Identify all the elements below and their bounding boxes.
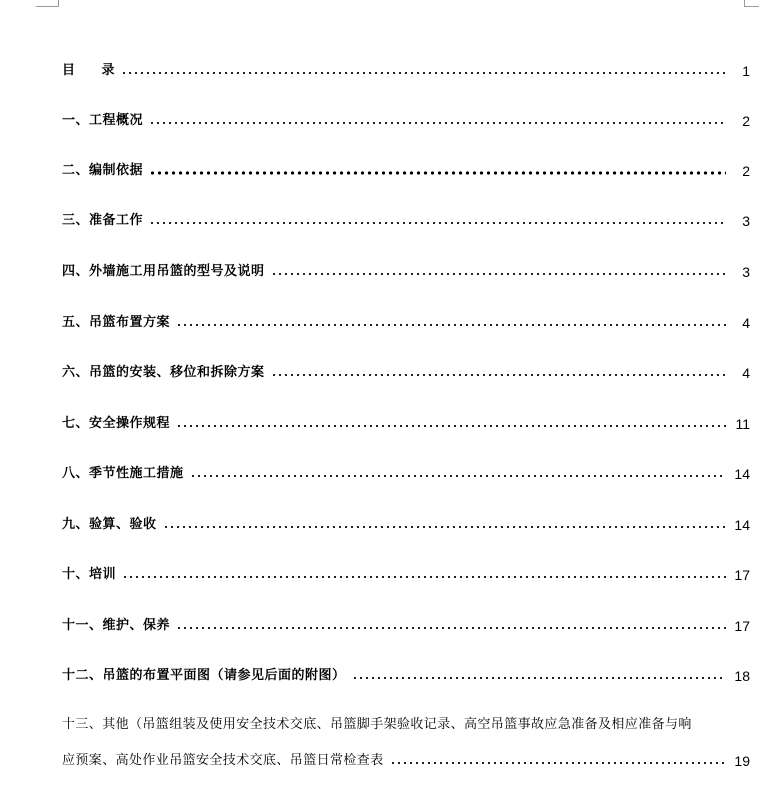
toc-entry-label: 十一、维护、保养	[62, 618, 171, 633]
toc-entry-label: 十二、吊篮的布置平面图（请参见后面的附图）	[62, 668, 346, 683]
toc-entry-7[interactable]	[62, 411, 750, 433]
dot-leader	[352, 676, 726, 680]
dot-leader	[271, 373, 726, 377]
toc-entry-5[interactable]	[62, 310, 750, 332]
toc-entry-label: 八、季节性施工措施	[62, 466, 184, 481]
page-corner-mark-right	[744, 0, 759, 7]
toc-page-number: 2	[742, 163, 750, 179]
dot-leader	[122, 575, 726, 579]
toc-entry-10[interactable]	[62, 562, 750, 584]
toc-entry-label-line2: 应预案、高处作业吊篮安全技术交底、吊篮日常检查表	[62, 753, 384, 768]
toc-page-number: 14	[734, 517, 750, 533]
toc-page-number: 4	[742, 315, 750, 331]
dot-leader	[271, 272, 726, 276]
toc-page-number: 17	[734, 618, 750, 634]
dot-leader	[390, 761, 727, 765]
dot-leader	[149, 221, 726, 225]
dot-leader	[176, 626, 726, 630]
toc-entry-6[interactable]	[62, 360, 750, 382]
toc-page-number: 4	[742, 365, 750, 381]
toc-entry-9[interactable]	[62, 512, 750, 534]
dot-leader	[149, 171, 726, 175]
toc-entry-4[interactable]	[62, 259, 750, 281]
toc-entry-label: 十、培训	[62, 567, 117, 582]
toc-page-number: 2	[742, 113, 750, 129]
toc-entry-label: 三、准备工作	[62, 213, 144, 228]
toc-page-number: 1	[742, 63, 750, 79]
dot-leader	[163, 525, 726, 529]
toc-entry-1[interactable]	[62, 108, 750, 130]
toc-entry-label: 五、吊篮布置方案	[62, 315, 171, 330]
toc-entry-12[interactable]	[62, 663, 750, 685]
toc-entry-11[interactable]	[62, 613, 750, 635]
toc-entry-8[interactable]	[62, 461, 750, 483]
toc-entry-contents[interactable]	[62, 58, 750, 80]
dot-leader	[149, 121, 726, 125]
dot-leader	[121, 71, 726, 75]
toc-page-number: 18	[734, 668, 750, 684]
toc-page-number: 11	[735, 416, 750, 432]
toc-page-number: 17	[734, 567, 750, 583]
toc-entry-label: 二、编制依据	[62, 163, 144, 178]
toc-entry-label: 一、工程概况	[62, 113, 144, 128]
toc-entry-label-line1: 十三、其他（吊篮组装及使用安全技术交底、吊篮脚手架验收记录、高空吊篮事故应急准备及相应准备与响	[62, 717, 692, 732]
toc-entry-label: 九、验算、验收	[62, 517, 157, 532]
toc-entry-label: 四、外墙施工用吊篮的型号及说明	[62, 264, 265, 279]
toc-page-number: 3	[742, 264, 750, 280]
dot-leader	[176, 424, 726, 428]
toc-entry-3[interactable]	[62, 208, 750, 230]
page-corner-mark-left	[36, 0, 59, 7]
toc-entry-2[interactable]	[62, 158, 750, 180]
toc-entry-label: 六、吊篮的安装、移位和拆除方案	[62, 365, 265, 380]
dot-leader	[190, 474, 726, 478]
dot-leader	[176, 323, 726, 327]
toc-page-number: 19	[734, 753, 750, 769]
toc-entry-label: 七、安全操作规程	[62, 416, 171, 431]
toc-entry-label: 目 录	[62, 63, 116, 78]
toc-page-number: 3	[742, 213, 750, 229]
toc-page-number: 14	[734, 466, 750, 482]
toc-entry-line2	[62, 752, 750, 770]
